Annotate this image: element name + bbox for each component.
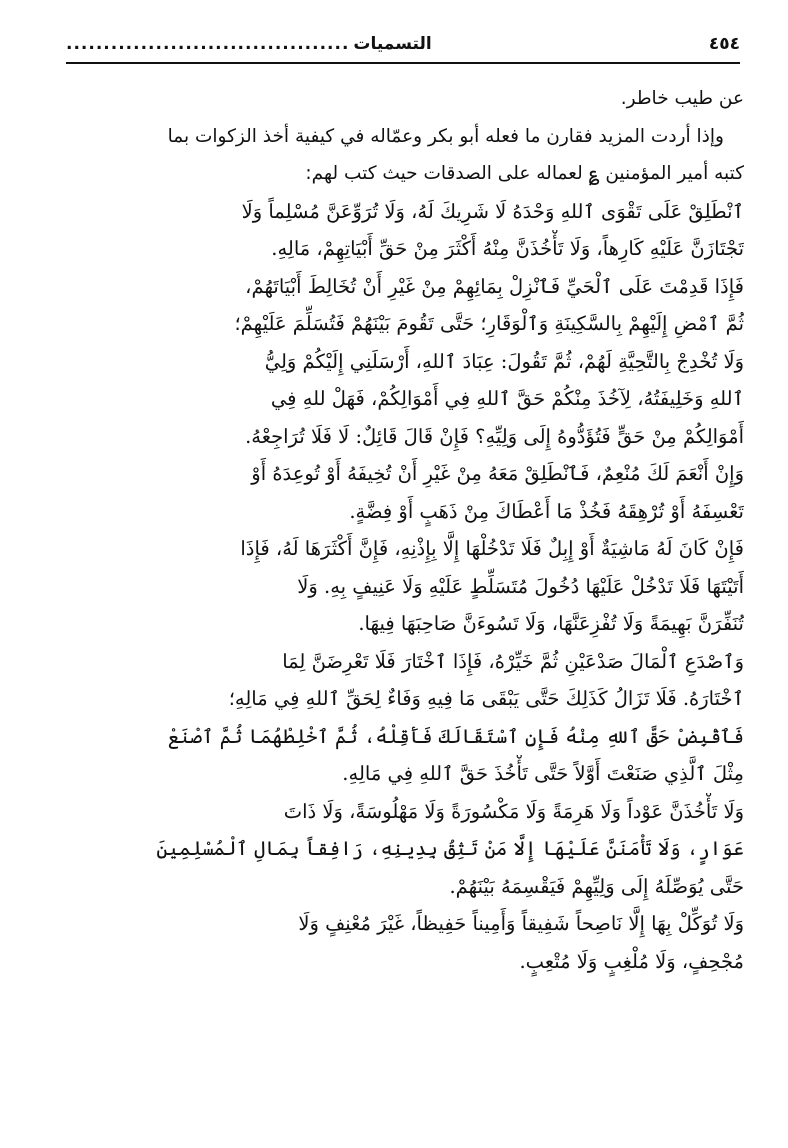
- quote-line: فَإِنْ كَانَ لَهُ مَاشِيَةٌ أَوْ إِبِلٌ فَلَا تَدْخُلْهَا إِلَّا بِإِذْنِهِ، فَإِنَّ أَكْثَرَهَا لَهُ، فَإِذَا: [240, 537, 744, 560]
- text-line: كتبه أمير المؤمنين ؏ لعماله على الصدقات حيث كتب لهم:: [305, 163, 744, 184]
- quote-line: تُنَفِّرَنَّ بَهِيمَةً وَلَا تُفْزِعَنَّهَا، وَلَا تَسُوءَنَّ صَاحِبَهَا فِيهَا.: [358, 612, 744, 635]
- quote-line: حَتَّى يُوَصِّلَهُ إِلَى وَلِيِّهِمْ فَيَقْسِمَهُ بَيْنَهُمْ.: [449, 874, 744, 898]
- quote-line: مُجْحِفٍ، وَلَا مُلْغِبٍ وَلَا مُتْعِبٍ.: [519, 949, 744, 973]
- text-line: وإذا أردت المزيد فقارن ما فعله أبو بكر وعمّاله في كيفية أخذ الزكوات بما: [167, 125, 724, 147]
- quote-line: تَعْسِفَهُ أَوْ تُرْهِقَهُ فَخُذْ مَا أَعْطَاكَ مِنْ ذَهَبٍ أَوْ فِضَّةٍ.: [349, 499, 744, 523]
- quote-line: وَلَا تَأْخُذَنَّ عَوْداً وَلَا هَرِمَةً وَلَا مَكْسُورَةً وَلَا مَهْلُوسَةً، وَلَا ذَاتَ: [283, 799, 744, 823]
- dotted-leader: ......................................: [66, 34, 350, 54]
- quote-line: وَلَا تُوَكِّلْ بِهَا إِلَّا نَاصِحاً شَفِيقاً وَأَمِيناً حَفِيظاً، غَيْرَ مُعْنِفٍ وَلَا: [298, 912, 744, 935]
- quote-line: وَٱصْدَعِ ٱلْمَالَ صَدْعَيْنِ ثُمَّ خَيِّرْهُ، فَإِذَا ٱخْتَارَ فَلَا تَعْرِضَنَّ لِمَا: [282, 649, 744, 673]
- quote-line: وَلَا تُخْدِجْ بِالتَّحِيَّةِ لَهُمْ، ثُمَّ تَقُولَ: عِبَادَ ٱللهِ، أَرْسَلَنِي إِلَيْكُمْ وَلِيُّ: [264, 349, 744, 373]
- quote-line: ٱخْتَارَهُ. فَلَا تَزَالُ كَذَلِكَ حَتَّى يَبْقَى مَا فِيهِ وَفَاءٌ لِحَقِّ ٱللهِ فِي مَالِهِ؛: [228, 687, 744, 710]
- quote-line: أَتَيْتَهَا فَلَا تَدْخُلْ عَلَيْهَا دُخُولَ مُتَسَلِّطٍ عَلَيْهِ وَلَا عَنِيفٍ بِهِ. وَلَا: [297, 574, 744, 598]
- quote-line: ٱللهِ وَخَلِيفَتُهُ، لِآخُذَ مِنْكُمْ حَقَّ ٱللهِ فِي أَمْوَالِكُمْ، فَهَلْ للهِ فِي: [270, 387, 744, 410]
- quote-line: فَإِذَا قَدِمْتَ عَلَى ٱلْحَيِّ فَٱنْزِلْ بِمَائِهِمْ مِنْ غَيْرِ أَنْ تُخَالِطَ أَبْيَاتَهُمْ،: [245, 274, 744, 298]
- quote-line: ٱنْطَلِقْ عَلَى تَقْوَى ٱللهِ وَحْدَهُ لَا شَرِيكَ لَهُ، وَلَا تُرَوِّعَنَّ مُسْلِماً وَلَا: [241, 199, 744, 223]
- page-number: ٤٥٤: [708, 34, 740, 54]
- running-title: [66, 34, 432, 54]
- quote-line: أَمْوَالِكُمْ مِنْ حَقٍّ فَتُؤَدُّوهُ إِلَى وَلِيِّهِ؟ فَإِنْ قَالَ قَائِلٌ: لَا فَلَا تُرَاجِعْهُ.: [245, 424, 744, 448]
- quote-line: مِثْلَ ٱلَّذِي صَنَعْتَ أَوَّلاً حَتَّى تَأْخُذَ حَقَّ ٱللهِ فِي مَالِهِ.: [342, 762, 744, 785]
- quote-line: ثُمَّ ٱمْضِ إِلَيْهِمْ بِالسَّكِينَةِ وَٱلْوَقَارِ؛ حَتَّى تَقُومَ بَيْنَهُمْ فَتُسَلِّمَ عَلَيْهِمْ؛: [234, 312, 744, 335]
- quote-line: عَوَارٍ، وَلَا تَأْمَنَنَّ عَلَيْهَا إِلَّا مَنْ تَثِقُ بِدِينِهِ، رَافِقاً بِمَالِ ٱلْمُسْلِمِينَ: [156, 837, 744, 860]
- chapter-title: التسميات: [353, 34, 432, 54]
- quote-line: تَجْتَازَنَّ عَلَيْهِ كَارِهاً، وَلَا تَأْخُذَنَّ مِنْهُ أَكْثَرَ مِنْ حَقِّ أَبْيَاتِهِمْ، مَالِهِ.: [271, 237, 744, 260]
- quote-line: فَٱقْبِضْ حَقَّ ٱللهِ مِنْهُ فَإِنِ ٱسْتَقَالَكَ فَأَقِلْهُ، ثُمَّ ٱخْلِطْهُمَا ثُمَّ ٱصْنَعْ: [167, 724, 744, 748]
- page-header: [66, 26, 740, 64]
- page-body: [66, 80, 744, 980]
- text-line: عن طيب خاطر.: [620, 88, 744, 109]
- quote-line: وَإِنْ أَنْعَمَ لَكَ مُنْعِمٌ، فَٱنْطَلِقْ مَعَهُ مِنْ غَيْرِ أَنْ تُخِيفَهُ أَوْ تُوعِدَهُ أَوْ: [251, 462, 744, 485]
